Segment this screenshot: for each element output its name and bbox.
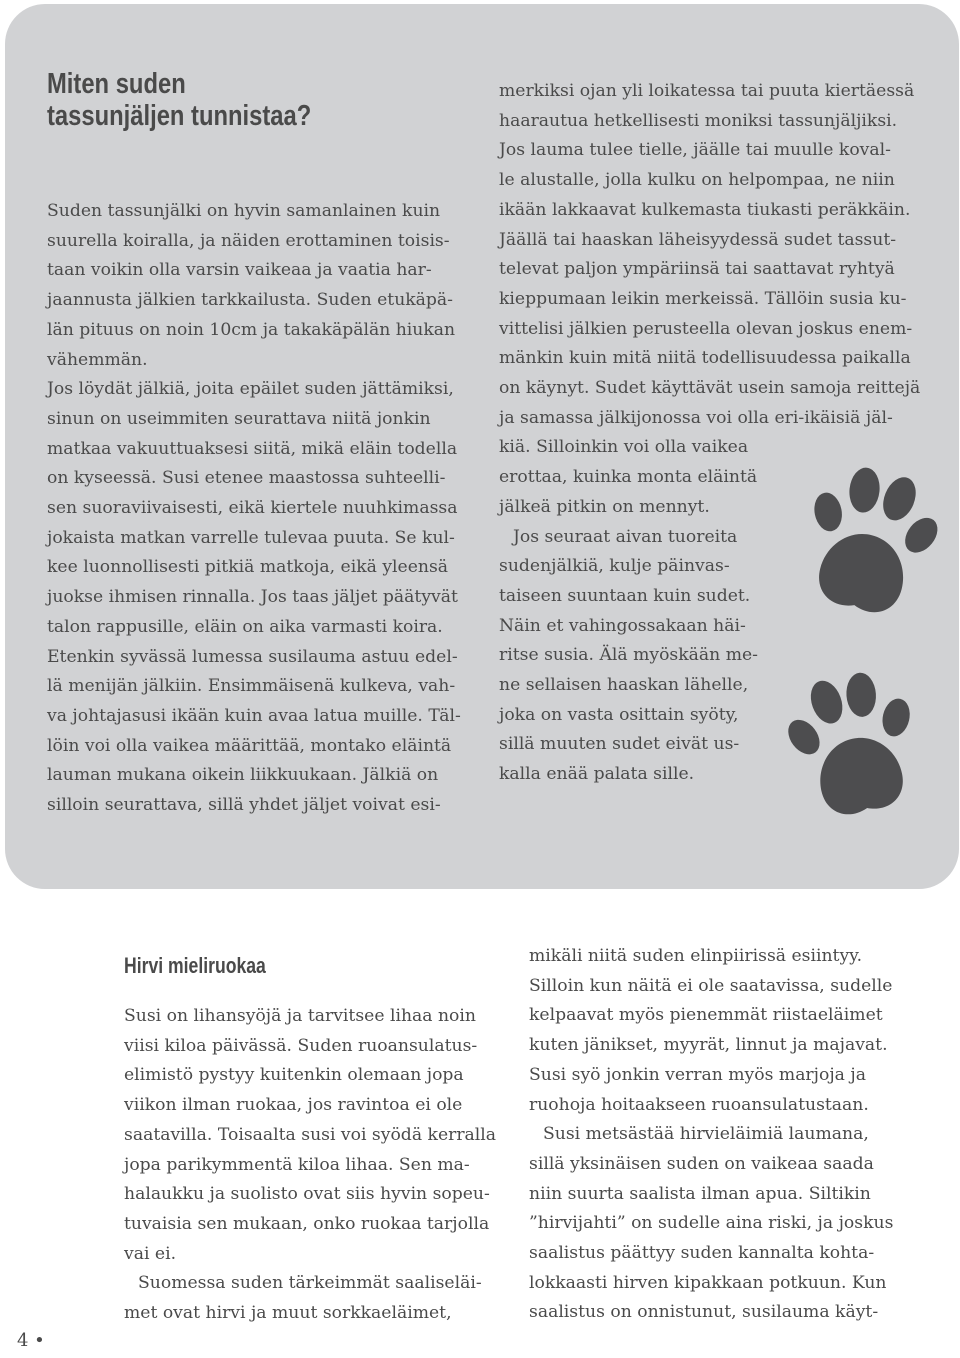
text-line: sillä yksinäisen suden on vaikeaa saada — [529, 1153, 874, 1174]
text-line: viisi kiloa päivässä. Suden ruoansulatus- — [124, 1035, 478, 1056]
text-line: sinun on useimmiten seurattava niitä jonkin — [47, 408, 431, 429]
text-line: suurella koiralla, ja näiden erottaminen toisis- — [47, 230, 450, 251]
paw-toe — [805, 676, 848, 728]
text-line: lauman mukana oikein liikkuukaan. Jälkiä on — [47, 765, 439, 786]
text-line: Näin et vahingossakaan häi- — [499, 615, 746, 636]
text-line: sillä muuten sudet eivät us- — [499, 734, 740, 755]
text-line: vai ei. — [124, 1243, 177, 1264]
paw-toe — [845, 672, 877, 718]
text-line: Jos lauma tulee tielle, jäälle tai muulle koval- — [499, 140, 891, 161]
info-box-title-line: Miten suden — [47, 68, 186, 100]
text-line: mikäli niitä suden elinpiirissä esiintyy. — [529, 946, 863, 966]
text-line: sen suoraviivaisesti, eikä kiertele nuuhkimassa — [47, 498, 458, 519]
text-line: löin voi olla vaikea määrittää, montako eläintä — [47, 735, 452, 756]
text-line: Suomessa suden tärkeimmät saaliseläi- — [138, 1273, 482, 1294]
text-line: kieppumaan leikin merkeissä. Tällöin susia ku- — [499, 288, 907, 309]
info-box-left-column — [47, 197, 461, 821]
text-line: Susi syö jonkin verran myös marjoja ja — [529, 1064, 866, 1085]
text-line: lokkaasti hirven kipakkaan potkuun. Kun — [529, 1272, 887, 1293]
page-number: 4 • — [17, 1330, 45, 1351]
text-line: Jos seuraat aivan tuoreita — [513, 526, 738, 547]
text-line: tuvaisia sen mukaan, onko ruokaa tarjolla — [124, 1213, 490, 1234]
text-line: on kyseessä. Susi etenee maastossa suhteelli- — [47, 468, 446, 489]
text-line: mänkin kuin mitä niitä todellisuudessa paikalla — [499, 348, 911, 369]
text-line: saalistus on onnistunut, susilauma käyt- — [529, 1302, 879, 1323]
text-line: viikon ilman ruokaa, jos ravintoa ei ole — [124, 1095, 463, 1116]
text-line: va johtajasusi ikään kuin avaa latua muille. Täl- — [47, 705, 461, 726]
text-line: erottaa, kuinka monta eläintä — [499, 467, 758, 488]
text-line: haarautua hetkellisesti moniksi tassunjäljiksi. — [499, 110, 898, 131]
text-line: ja samassa jälkijonossa voi olla eri-ikäisiä jäl- — [499, 407, 893, 428]
text-line: Jos löydät jälkiä, joita epäilet suden jättämiksi, — [47, 379, 454, 400]
text-line: televat paljon ympäriinsä tai saattavat ryhtyä — [499, 259, 895, 280]
paw-toe — [847, 466, 882, 514]
text-line: vittelisi jälkien perusteella olevan joskus enem- — [499, 318, 913, 339]
paw-toe — [811, 490, 845, 533]
text-line: jälkeä pitkin on mennyt. — [499, 496, 710, 517]
section-title: Hirvi mieliruokaa — [124, 953, 266, 978]
text-line: ruohoja hoitaakseen ruoansulatustaan. — [529, 1094, 869, 1115]
text-line: Suden tassunjälki on hyvin samanlainen kuin — [47, 201, 441, 221]
text-line: kalla enää palata sille. — [499, 764, 695, 785]
text-line: joka on vasta osittain syöty, — [499, 704, 739, 725]
text-line: niin suurta saalista ilman apua. Siltikin — [529, 1183, 871, 1204]
info-box-title — [47, 68, 391, 132]
paw-toe — [899, 512, 945, 559]
text-line: le alustalle, jolla kulku on helpompaa, ne niin — [499, 170, 895, 191]
text-line: ikään lakkaavat kulkemasta tiukasti peräkkäin. — [499, 199, 911, 220]
section-right-column — [529, 942, 893, 1328]
text-line: matkaa vakuuttuaksesi siitä, mikä eläin todella — [47, 438, 458, 459]
text-line: jokaista matkan varrelle tulevaa puuta. Se kul- — [47, 527, 455, 548]
text-line: saatavilla. Toisaalta susi voi syödä kerralla — [124, 1124, 497, 1145]
text-line: ne sellaisen haaskan lähelle, — [499, 675, 749, 696]
text-line: elimistö pystyy kuitenkin olemaan jopa — [124, 1065, 464, 1086]
paw-pad — [812, 730, 908, 819]
text-line: kelpaavat myös pienemmät riistaeläimet — [529, 1005, 883, 1026]
text-line: kuten jänikset, myyrät, linnut ja majavat. — [529, 1035, 888, 1056]
text-line: ”hirvijahti” on sudelle aina riski, ja joskus — [529, 1213, 894, 1234]
text-line: met ovat hirvi ja muut sorkkaeläimet, — [124, 1303, 452, 1324]
text-line: saalistus päättyy suden kannalta kohta- — [529, 1243, 875, 1264]
text-line: taiseen suuntaan kuin sudet. — [499, 585, 751, 606]
info-box-title-line: tassunjäljen tunnistaa? — [47, 100, 312, 132]
paw-toe — [879, 696, 913, 739]
text-line: kee luonnollisesti pitkiä matkoja, eikä yleensä — [47, 557, 449, 578]
text-line: jaannusta jälkien tarkkailusta. Suden etukäpä- — [47, 290, 453, 311]
text-line: vähemmän. — [47, 349, 148, 370]
text-line: ritse susia. Älä myöskään me- — [499, 645, 758, 666]
text-line: sudenjälkiä, kulje päinvas- — [499, 556, 730, 577]
text-line: Susi on lihansyöjä ja tarvitsee lihaa noin — [124, 1006, 476, 1026]
text-line: lä menijän jälkiin. Ensimmäisenä kulkeva, vah- — [47, 676, 456, 697]
text-line: jopa parikymmentä kiloa lihaa. Sen ma- — [124, 1154, 470, 1175]
text-line: Etenkin syvässä lumessa susilauma astuu edel- — [47, 646, 458, 667]
text-line: silloin seurattava, sillä yhdet jäljet voivat esi- — [47, 795, 441, 816]
text-line: juokse ihmisen rinnalla. Jos taas jäljet päätyvät — [47, 587, 458, 608]
text-line: Jäällä tai haaskan läheisyydessä sudet tassut- — [499, 229, 897, 250]
text-line: talon rappusille, eläin on aika varmasti koira. — [47, 616, 443, 637]
text-line: län pituus on noin 10cm ja takakäpälän hiukan — [47, 319, 456, 340]
text-line: Silloin kun näitä ei ole saatavissa, sudelle — [529, 975, 893, 996]
paw-pad — [813, 525, 913, 618]
text-line: taan voikin olla varsin vaikeaa ja vaatia har- — [47, 260, 432, 281]
text-line: halaukku ja suolisto ovat siis hyvin sopeu- — [124, 1184, 490, 1205]
text-line: on käynyt. Sudet käyttävät usein samoja reittejä — [499, 378, 921, 399]
paw-toe — [877, 472, 922, 525]
text-line: merkiksi ojan yli loikatessa tai puuta kiertäessä — [499, 81, 915, 101]
text-line: Susi metsästää hirvieläimiä laumana, — [543, 1124, 869, 1145]
paw-toe — [782, 714, 826, 761]
section-left-column — [124, 1002, 496, 1329]
text-line: kiä. Silloinkin voi olla vaikea — [499, 437, 749, 458]
